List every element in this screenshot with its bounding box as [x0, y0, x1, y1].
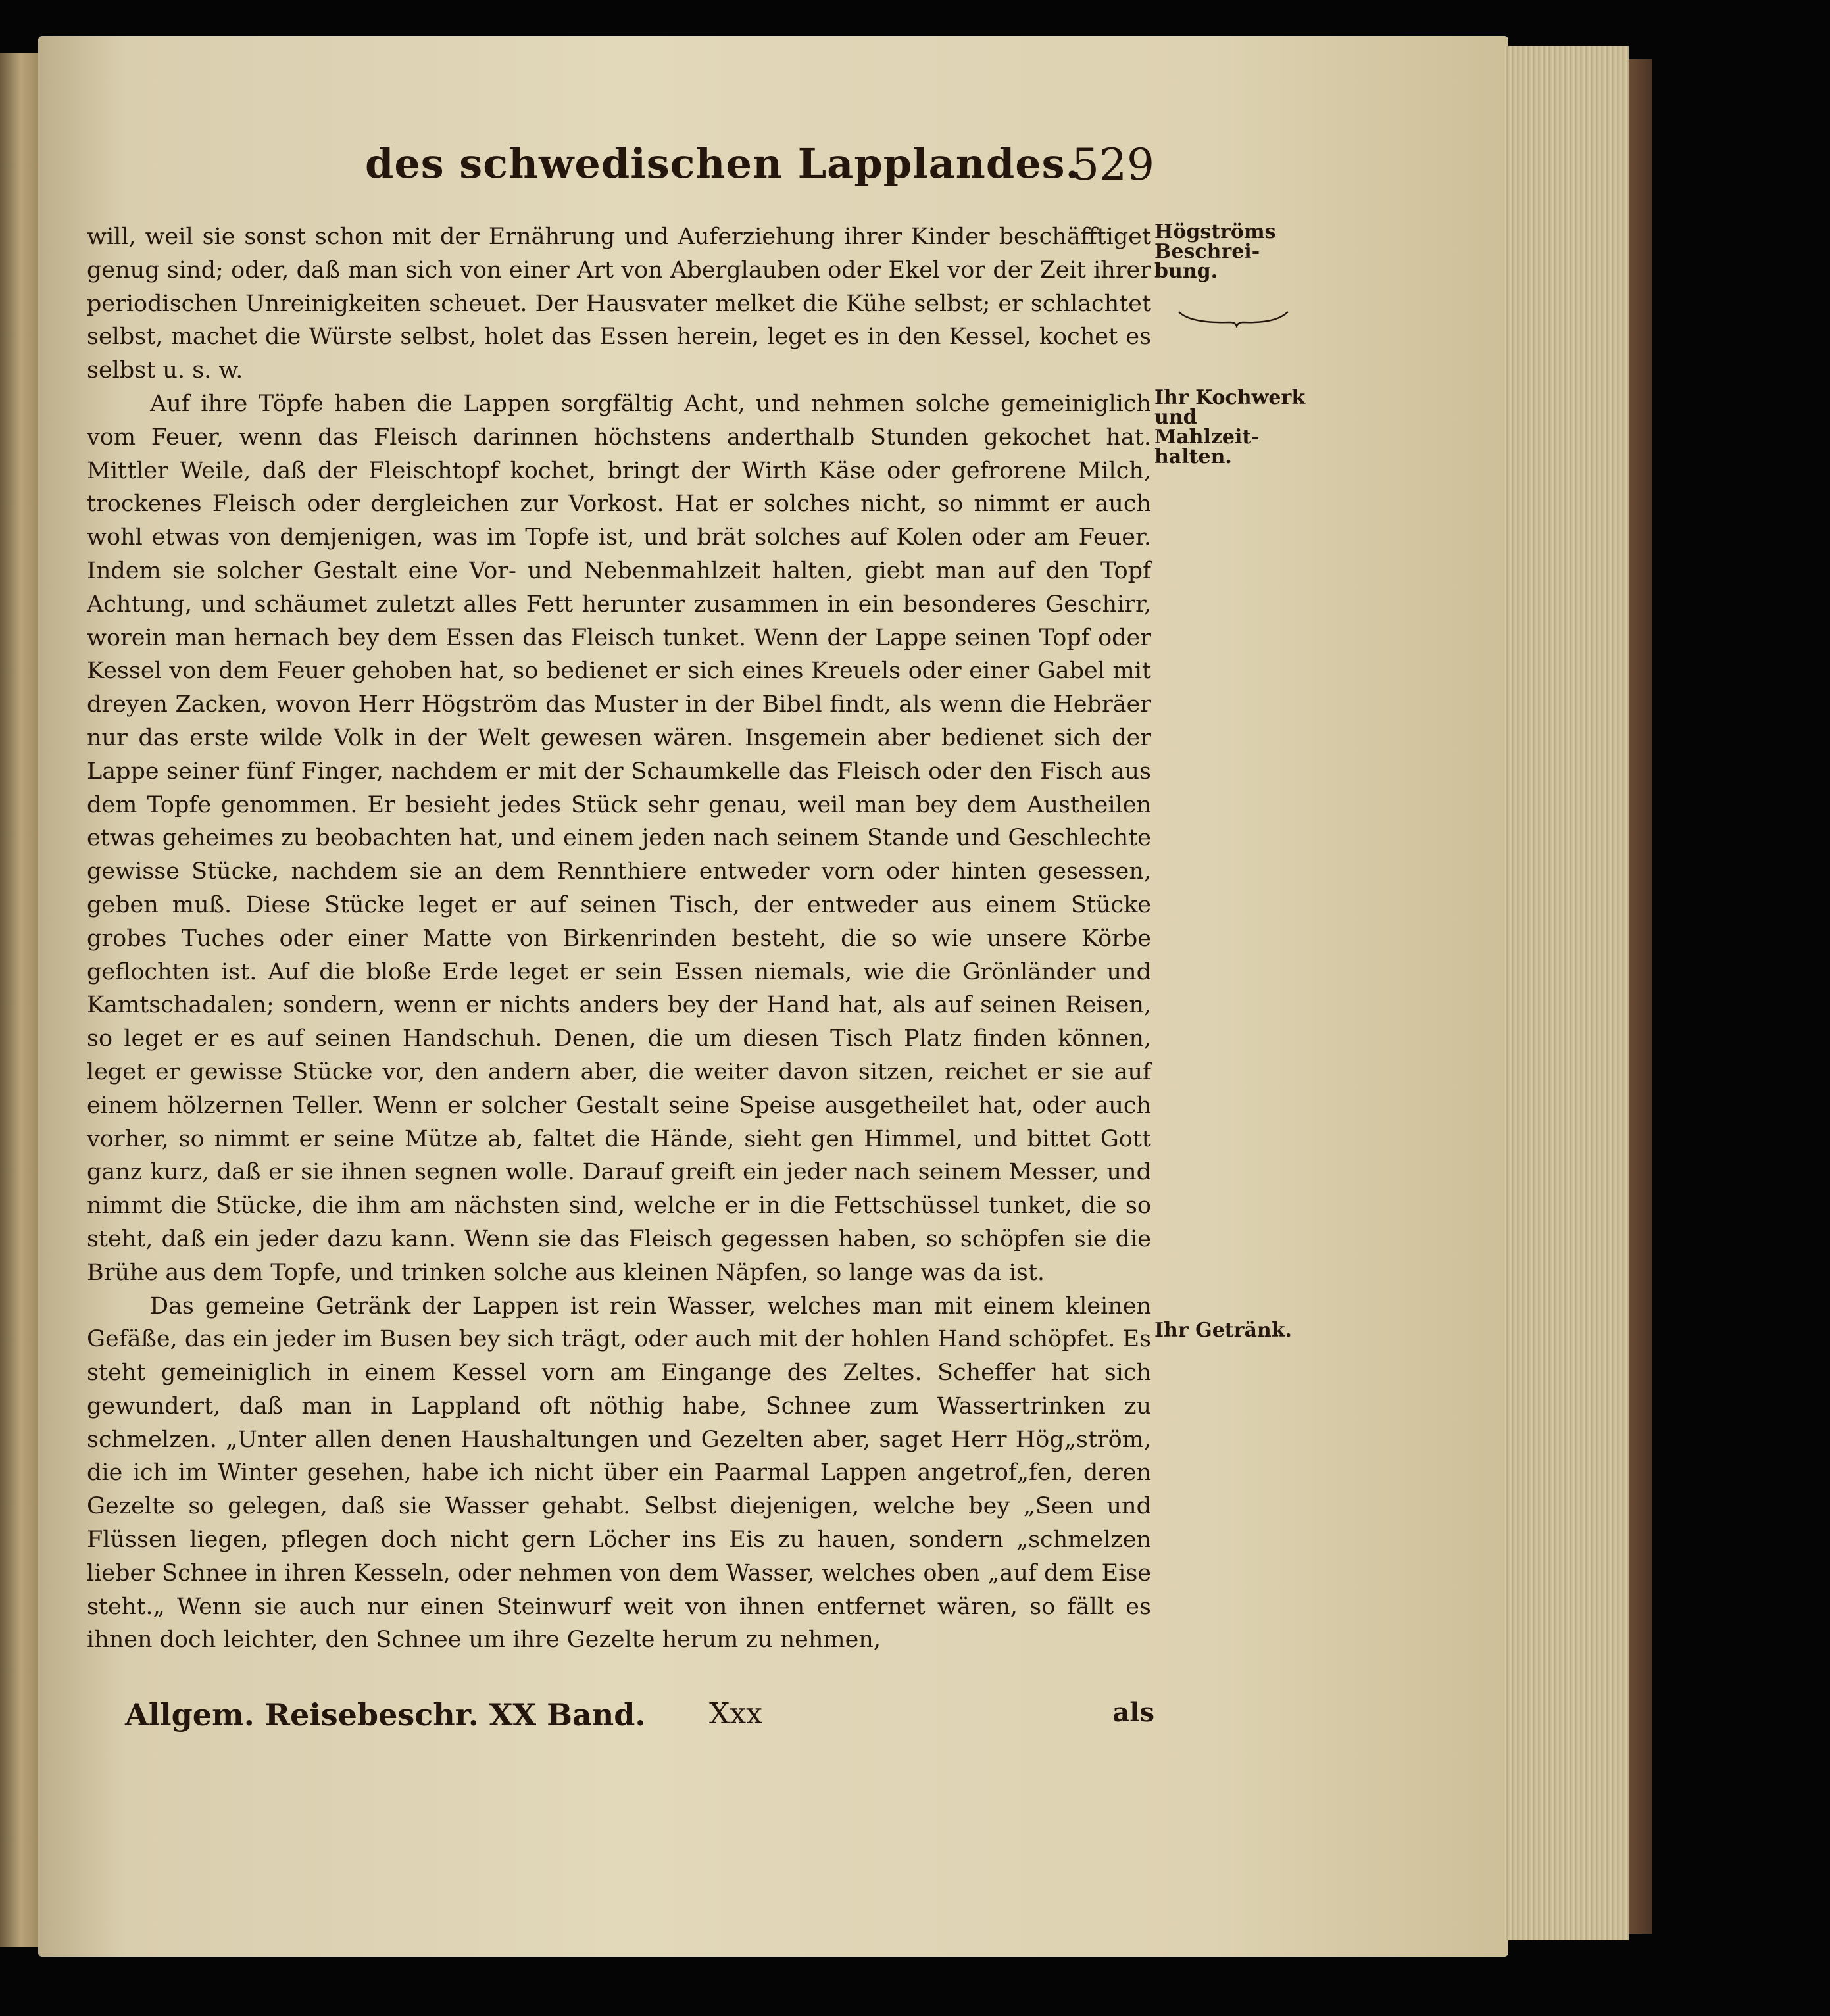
- facing-page-edge: [0, 53, 38, 1947]
- body-text: [87, 220, 1151, 1733]
- catchword: als: [1112, 1697, 1154, 1728]
- marginal-note: Ihr Getränk.: [1154, 1319, 1292, 1342]
- page-number: 529: [1072, 139, 1154, 190]
- page-block-edges: [1504, 46, 1629, 1940]
- marginal-note: Ihr Kochwerk und Mahlzeit- halten.: [1154, 386, 1306, 468]
- signature-line: Allgem. Reisebeschr. XX Band.: [125, 1697, 646, 1733]
- running-head: des schwedischen Lapplandes.: [365, 139, 1081, 187]
- paragraph: Auf ihre Töpfe haben die Lappen sorgfältig Acht, und nehmen solche gemeiniglich vom Feuer, wenn das Fleisch darinnen höchstens anderthalb Stunden gekochet hat. Mittler Weile, daß der Fleischtopf kochet, bringt der Wirth Käse oder gefrorene Milch, trockenes Fleisch oder dergleichen zur Vorkost. Hat er solches nicht, so nimmt er auch wohl etwas von demjenigen, was im Topfe ist, und brät solches auf Kolen oder am Feuer. Indem sie solcher Gestalt eine Vor- und Nebenmahlzeit halten, giebt man auf den Topf Achtung, und schäumet zuletzt alles Fett herunter zusammen in ein besonderes Geschirr, worein man hernach bey dem Essen das Fleisch tunket. Wenn der Lappe seinen Topf oder Kessel von dem Feuer gehoben hat, so bedienet er sich eines Kreuels oder einer Gabel mit dreyen Zacken, wovon Herr Högström das Muster in der Bibel findt, als wenn die Hebräer nur das erste wilde Volk in der Welt gewesen wären. Insgemein aber bedienet sich der Lappe seiner fünf Finger, nachdem er mit der Schaumkelle das Fleisch oder den Fisch aus dem Topfe genommen. Er besieht jedes Stück sehr genau, weil man bey dem Austheilen etwas geheimes zu beobachten hat, und einem jeden nach seinem Stande und Geschlechte gewisse Stücke, nachdem sie an dem Rennthiere entweder vorn oder hinten gesessen, geben muß. Diese Stücke leget er auf seinen Tisch, der entweder aus einem Stücke grobes Tuches oder einer Matte von Birkenrinden besteht, die so wie unsere Körbe geflochten ist. Auf die bloße Erde leget er sein Essen niemals, wie die Grönländer und Kamtschadalen; sondern, wenn er nichts anders bey der Hand hat, als auf seinen Reisen, so leget er es auf seinen Handschuh. Denen, die um diesen Tisch Platz finden können, leget er gewisse Stücke vor, den andern aber, die weiter davon sitzen, reichet er sie auf einem hölzernen Teller. Wenn er solcher Gestalt seine Speise ausgetheilet hat, oder auch vorher, so nimmt er seine Mütze ab, faltet die Hände, sieht gen Himmel, und bittet Gott ganz kurz, daß er sie ihnen segnen wolle. Darauf greift ein jeder nach seinem Messer, und nimmt die Stücke, die ihm am nächsten sind, welche er in die Fettschüssel tunket, die so steht, daß ein jeder dazu kann. Wenn sie das Fleisch gegessen haben, so schöpfen sie die Brühe aus dem Topfe, und trinken solche aus kleinen Näpfen, so lange was da ist.: [87, 390, 1151, 1286]
- marginal-note: Högströms Beschrei- bung.: [1154, 220, 1276, 283]
- signature-mark: Xxx: [709, 1697, 762, 1731]
- paragraph: Das gemeine Getränk der Lappen ist rein Wasser, welches man mit einem kleinen Gefäße, das ein jeder im Busen bey sich trägt, oder auch mit der hohlen Hand schöpfet. Es steht gemeiniglich in einem Kessel vorn am Eingange des Zeltes. Scheffer hat sich gewundert, daß man in Lappland oft nöthig habe, Schnee zum Wassertrinken zu schmelzen. „Unter allen denen Haushaltungen und Gezelten aber, saget Herr Hög„ström, die ich im Winter gesehen, habe ich nicht über ein Paarmal Lappen angetrof„fen, deren Gezelte so gelegen, daß sie Wasser gehabt. Selbst diejenigen, welche bey „Seen und Flüssen liegen, pflegen doch nicht gern Löcher ins Eis zu hauen, sondern „schmelzen lieber Schnee in ihren Kesseln, oder nehmen von dem Wasser, welches oben „auf dem Eise steht.„ Wenn sie auch nur einen Steinwurf weit von ihnen entfernet wären, so fällt es ihnen doch leichter, den Schnee um ihre Gezelte herum zu nehmen,: [87, 1292, 1151, 1654]
- book-cover-edge: [1629, 59, 1652, 1934]
- brace-mark: [1177, 308, 1289, 328]
- paragraph: will, weil sie sonst schon mit der Ernährung und Auferziehung ihrer Kinder beschäfftiget genug sind; oder, daß man sich von einer Art von Aberglauben oder Ekel vor der Zeit ihrer periodischen Unreinigkeiten scheuet. Der Hausvater melket die Kühe selbst; er schlachtet selbst, machet die Würste selbst, holet das Essen herein, leget es in den Kessel, kochet es selbst u. s. w.: [87, 224, 1151, 384]
